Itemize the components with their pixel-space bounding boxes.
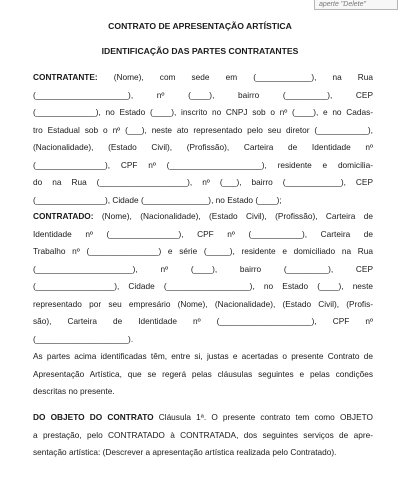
contratado-label: CONTRATADO: [33,211,94,221]
document-title: CONTRATO DE APRESENTAÇÃO ARTÍSTICA [108,21,292,31]
text-line: CONTRATANTE: (Nome), com sede em (____________), na Rua [33,72,373,82]
contratado-paragraph [33,208,373,348]
text-line: As partes acima identificadas têm, entre si, justas e acertadas o presente Contrato de [33,351,373,361]
text-line: DO OBJETO DO CONTRATO Cláusula 1ª. O presente contrato tem como OBJETO [33,412,373,422]
text-line: (_______________), CPF nº (____________________), residente e domicilia- [33,159,373,170]
text-line: do na Rua (___________________), nº (___), bairro (____________), CEP [33,177,373,187]
text-line: descritas no presente. [33,386,115,396]
text-line: CONTRATADO: (Nome), (Nacionalidade), (Estado Civil), (Profissão), Carteira de [33,211,373,221]
text-line: (_____________________), nº (____), bairro (_________), CEP [33,263,373,274]
text-line: (____________________). [33,333,134,344]
section-heading-parties: IDENTIFICAÇÃO DAS PARTES CONTRATANTES [101,46,299,56]
text-line: Trabalho nº (_______________) e série (_____), residente e domiciliado na Rua [33,246,373,256]
text-line: Identidade nº (_______________), CPF nº (___________), Carteira de [33,228,373,239]
text-line: representado por seu empresário (Nome), (Nacionalidade), (Estado Civil), (Profis- [33,298,373,309]
text-line: a prestação, pelo CONTRATADO à CONTRATADA, dos seguintes serviços de apre- [33,429,373,440]
text-line: (____________________), nº (____), bairro (_________), CEP [33,89,373,100]
delete-hint-box: aperte "Delete" [314,0,398,10]
text-line: (_______________), Cidade (______________), no Estado (____); [33,194,282,205]
clause-number: Cláusula 1ª. [153,412,207,422]
intro-paragraph [33,348,373,401]
text-line: tro Estadual sob o nº (___), neste ato representado pelo seu diretor (___________), [33,124,373,135]
text-line: são), Carteira de Identidade nº (____________________), CPF nº [33,316,373,326]
text-line: (_________________), Cidade (__________________), no Estado (____), neste [33,281,373,291]
text-line: Apresentação Artística, que se regerá pelas cláusulas seguintes e pelas condições [33,368,373,379]
objeto-paragraph [33,409,373,462]
text-line: (_____________), no Estado (____), inscrito no CNPJ sob o nº (____), e no Cadas- [33,107,373,117]
contratante-label: CONTRATANTE: [33,72,98,82]
text-line: (Nacionalidade), (Estado Civil), (Profissão), Carteira de Identidade nº [33,142,373,152]
text-line: sentação artística: (Descrever a apresentação artística realizada pelo Contratado). [33,447,337,457]
objeto-label: DO OBJETO DO CONTRATO [33,412,154,422]
contratante-paragraph [33,69,373,209]
